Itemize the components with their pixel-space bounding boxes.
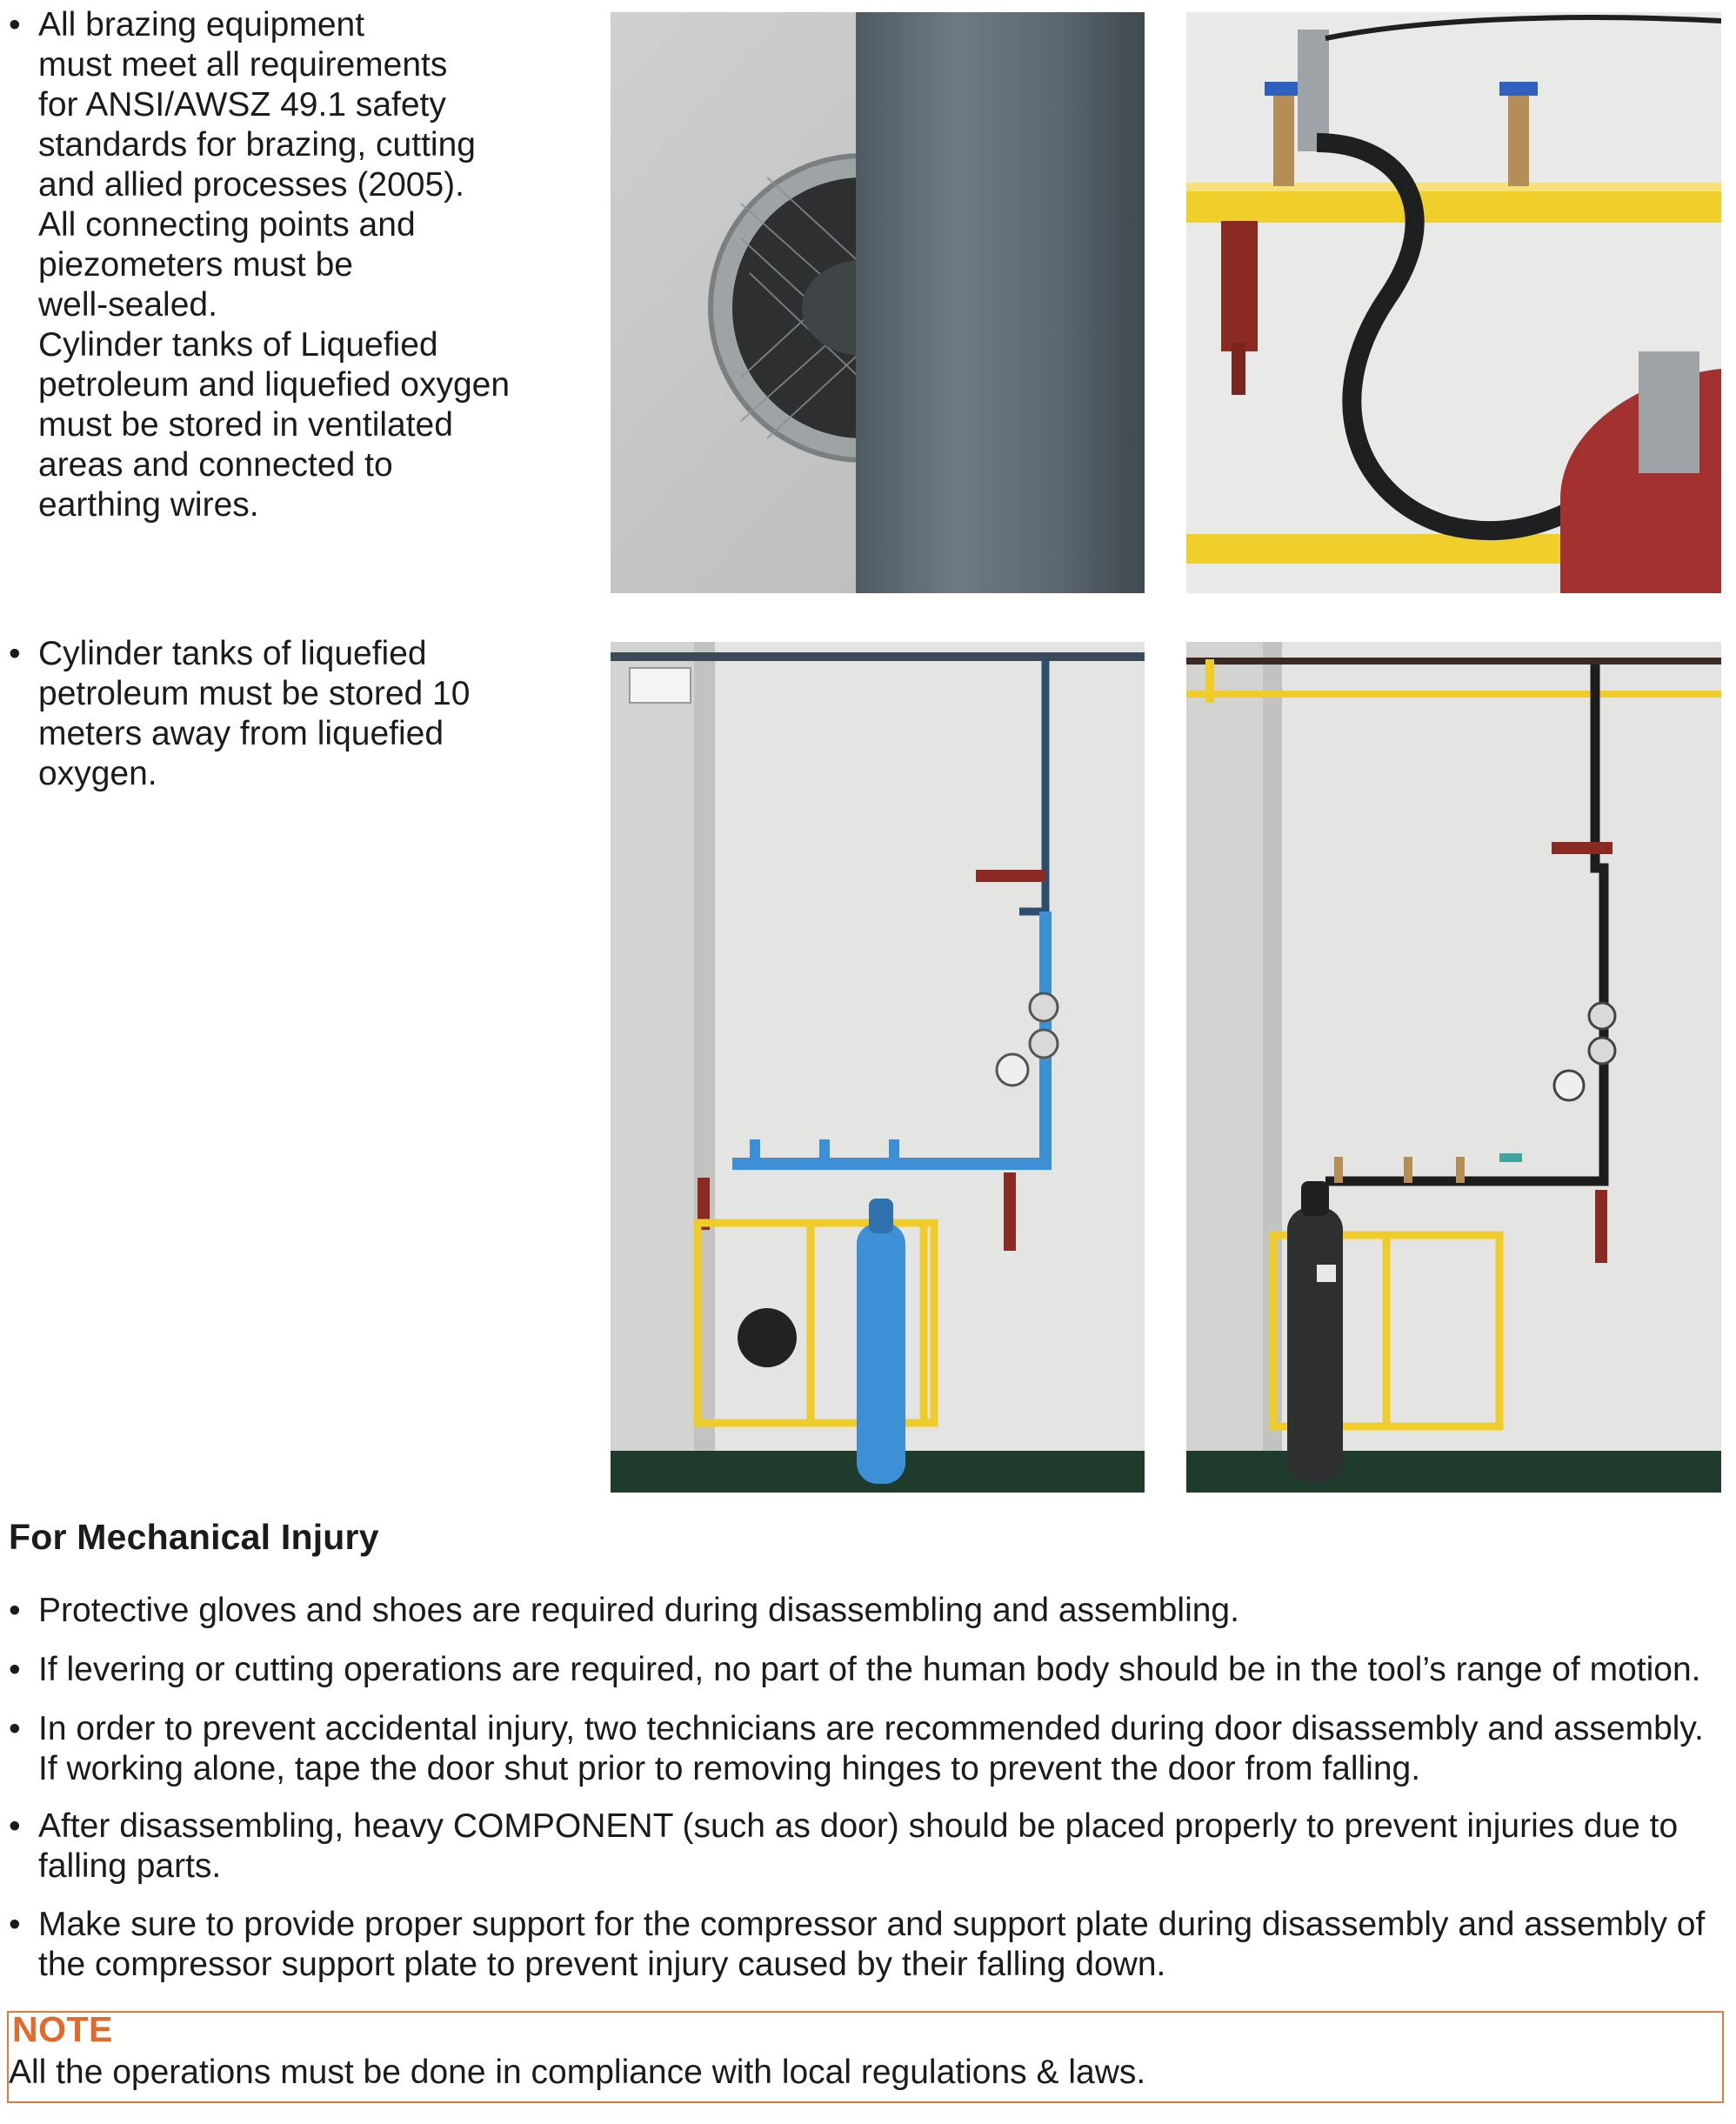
oxygen-cylinder-manifold-photo [611, 642, 1145, 1493]
bullet: • [9, 1592, 21, 1629]
note-text: All the operations must be done in compliance with local regulations & laws. [9, 2054, 1146, 2091]
bullet: • [9, 1710, 21, 1747]
list-item [9, 1709, 1722, 1789]
list-item-text: In order to prevent accidental injury, two technicians are recommended during door disassembly and assembly. If working alone, tape the door shut prior to removing hinges to prevent the door from falling. [38, 1710, 1704, 1787]
mechanical-injury-heading: For Mechanical Injury [9, 1517, 379, 1557]
list-item-text: If levering or cutting operations are required, no part of the human body should be in the tool’s range of motion. [38, 1651, 1701, 1688]
bullet: • [9, 6, 21, 43]
brazing-requirements-paragraph [9, 5, 565, 525]
list-item [9, 1905, 1722, 1985]
list-item-text: After disassembling, heavy COMPONENT (such as door) should be placed properly to prevent injuries due to falling parts. [38, 1807, 1679, 1885]
brazing-requirements-text: All brazing equipment must meet all requirements for ANSI/AWSZ 49.1 safety standards for brazing, cutting and allied processes (2005). All connecting points and piezometers must be well-sealed. Cylinder tanks of Liquefied petroleum and liquefied oxygen must be stored in ventilated areas and connected to earthing wires. [38, 6, 511, 524]
list-item-text: Make sure to provide proper support for the compressor and support plate during disassembly and assembly of the compressor support plate to prevent injury caused by their falling down. [38, 1906, 1706, 1983]
list-item [9, 1807, 1722, 1887]
bullet: • [9, 1651, 21, 1688]
storage-distance-text: Cylinder tanks of liquefied petroleum must be stored 10 meters away from liquefied oxygen. [38, 635, 471, 792]
lpg-cylinder-manifold-photo [1186, 642, 1721, 1493]
note-box [7, 2011, 1724, 2103]
note-title: NOTE [12, 2009, 113, 2049]
gas-pipe-valves-photo [1186, 12, 1721, 593]
bullet: • [9, 1906, 21, 1943]
ventilation-fan-photo [611, 12, 1145, 593]
list-item [9, 1650, 1722, 1690]
bullet: • [9, 1807, 21, 1845]
list-item [9, 1591, 1722, 1631]
storage-distance-paragraph [9, 634, 565, 794]
list-item-text: Protective gloves and shoes are required during disassembling and assembling. [38, 1592, 1239, 1629]
bullet: • [9, 635, 21, 672]
